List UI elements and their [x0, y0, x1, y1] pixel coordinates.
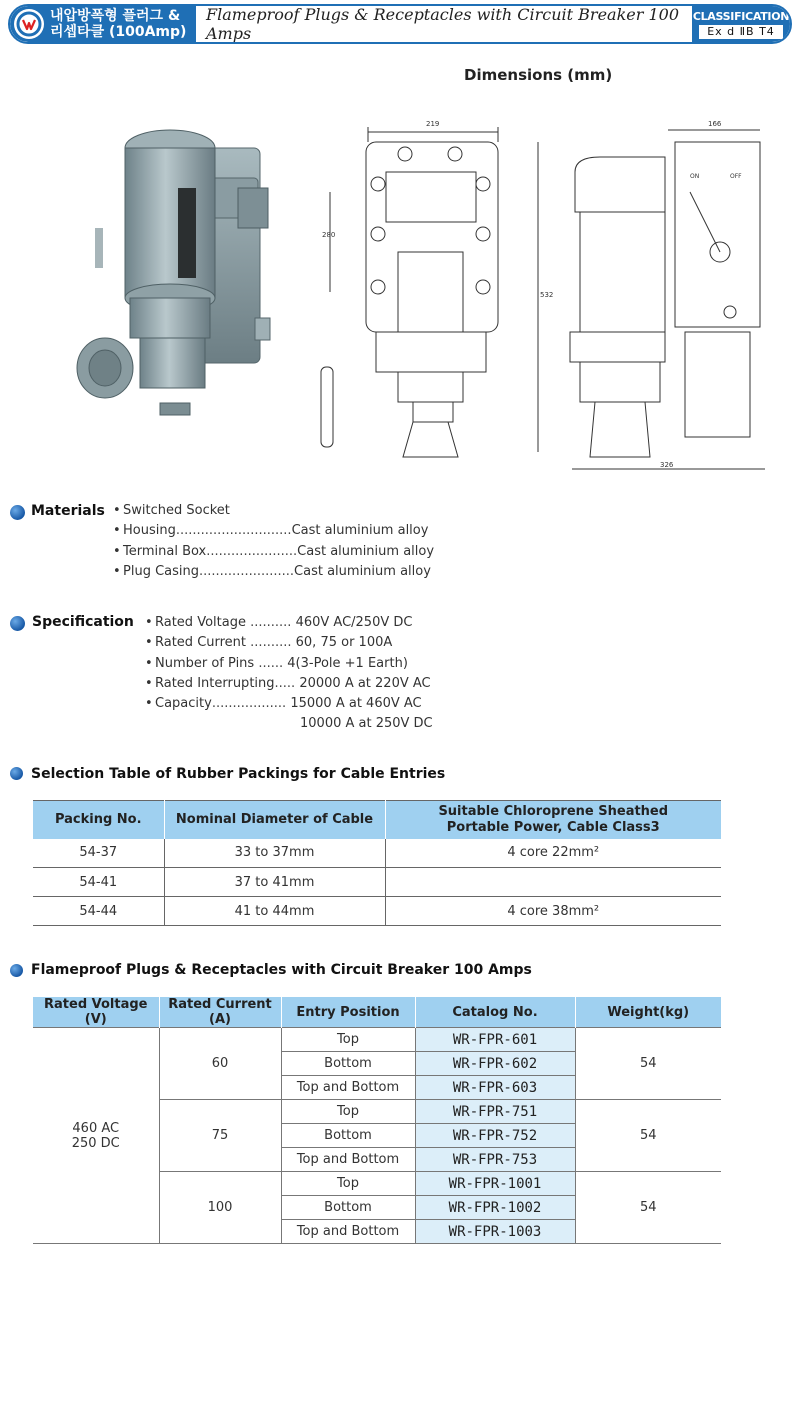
materials-item: • Plug Casing ....................... Cast aluminium alloy — [113, 562, 434, 582]
catalog-no-cell: WR-FPR-1002 — [415, 1196, 575, 1220]
catalog-no-cell: WR-FPR-602 — [415, 1052, 575, 1076]
packing-no-cell: 54-41 — [33, 868, 164, 897]
front-view-drawing — [318, 112, 553, 472]
packing-bullet-icon — [10, 767, 23, 780]
entry-cell: Top and Bottom — [281, 1148, 415, 1172]
leader-dots: ....................... — [199, 563, 295, 579]
materials-title: Materials — [31, 503, 105, 519]
cable-header-line1: Suitable Chloroprene Sheathed — [438, 803, 669, 819]
dim-front-mount-height: 280 — [322, 231, 336, 239]
catalog-no-cell: WR-FPR-753 — [415, 1148, 575, 1172]
catalog-bullet-icon — [10, 964, 23, 977]
weight-cell: 54 — [575, 1172, 721, 1244]
specification-list — [145, 613, 433, 735]
spec-item-label: Rated Current — [155, 635, 247, 651]
dimensions-title: Dimensions (mm) — [464, 66, 613, 84]
catalog-no-cell: WR-FPR-751 — [415, 1100, 575, 1124]
materials-list — [113, 501, 434, 582]
spec-item-value: 60, 75 or 100A — [295, 635, 393, 651]
switch-on-label: ON — [690, 173, 700, 180]
materials-item-value: Cast aluminium alloy — [297, 543, 435, 559]
spec-item-value: 4(3-Pole +1 Earth) — [287, 655, 408, 671]
specification-title: Specification — [32, 614, 134, 630]
spec-item: • Rated Voltage .......... 460V AC/250V DC — [145, 613, 433, 633]
table-header-row — [33, 801, 721, 839]
diameter-cell: 33 to 37mm — [164, 839, 385, 868]
diameter-cell: 37 to 41mm — [164, 868, 385, 897]
cable-cell: 4 core 38mm² — [385, 897, 721, 926]
spec-item: • Capacity .................. 15000 A at 460V AC — [145, 694, 433, 714]
entry-cell: Top and Bottom — [281, 1076, 415, 1100]
spec-item-label: Number of Pins — [155, 655, 255, 671]
spec-item: • Rated Interrupting ..... 20000 A at 220V AC — [145, 674, 433, 694]
entry-cell: Top — [281, 1100, 415, 1124]
spec-item-value: 460V AC/250V DC — [295, 615, 413, 630]
entry-cell: Top — [281, 1028, 415, 1052]
catalog-no-cell: WR-FPR-603 — [415, 1076, 575, 1100]
korean-title-line2: 리셉타클 (100Amp) — [50, 24, 187, 40]
entry-cell: Top — [281, 1172, 415, 1196]
catalog-no-cell: WR-FPR-752 — [415, 1124, 575, 1148]
leader-dots: ..... — [274, 675, 296, 691]
current-cell: 60 — [159, 1028, 281, 1100]
entry-cell: Bottom — [281, 1124, 415, 1148]
packing-no-cell: 54-37 — [33, 839, 164, 868]
voltage-cell — [33, 1028, 159, 1244]
packing-no-cell: 54-44 — [33, 897, 164, 926]
catalog-no-cell: WR-FPR-1001 — [415, 1172, 575, 1196]
packing-table — [33, 800, 721, 926]
materials-item: • Housing ............................ Cast aluminium alloy — [113, 521, 434, 541]
spec-item: • Rated Current .......... 60, 75 or 100A — [145, 633, 433, 653]
catalog-table-title: Flameproof Plugs & Receptacles with Circuit Breaker 100 Amps — [31, 962, 532, 978]
voltage-line2: 250 DC — [71, 1135, 120, 1151]
classification-label: CLASSIFICATION — [692, 9, 790, 23]
specification-bullet-icon — [10, 616, 25, 631]
dim-front-total-height: 532 — [540, 291, 553, 299]
entry-cell: Bottom — [281, 1052, 415, 1076]
cable-cell: 4 core 22mm² — [385, 839, 721, 868]
materials-item-label: Plug Casing — [123, 563, 199, 579]
col-header-voltage: Rated Voltage (V) — [33, 997, 159, 1028]
weight-cell: 54 — [575, 1100, 721, 1172]
col-header-cable — [385, 801, 721, 839]
dim-side-width: 166 — [708, 120, 722, 128]
header-title: Flameproof Plugs & Receptacles with Circuit Breaker 100 Amps — [206, 5, 680, 43]
table-row — [33, 839, 721, 868]
catalog-table — [33, 997, 721, 1244]
materials-item: • Terminal Box ...................... Cast aluminium alloy — [113, 542, 434, 562]
spec-item-value: 15000 A at 460V AC — [290, 696, 422, 712]
materials-item-value: Cast aluminium alloy — [291, 523, 429, 539]
side-view-drawing — [560, 112, 775, 482]
leader-dots: .................. — [211, 696, 287, 712]
weight-cell: 54 — [575, 1028, 721, 1100]
dim-side-total-width: 326 — [660, 461, 674, 469]
table-row — [33, 868, 721, 897]
leader-dots: ...................... — [206, 543, 298, 559]
spec-item — [145, 714, 433, 734]
materials-bullet-icon — [10, 505, 25, 520]
header-korean-block — [10, 6, 196, 42]
materials-item: • Switched Socket — [113, 501, 434, 521]
table-row — [33, 897, 721, 926]
leader-dots: ...... — [258, 655, 284, 671]
spec-item-value: 10000 A at 250V DC — [300, 716, 433, 732]
materials-item-label: Housing — [123, 523, 176, 539]
leader-dots: .......... — [250, 615, 292, 630]
col-header-diameter: Nominal Diameter of Cable — [164, 801, 385, 839]
materials-item-label: Terminal Box — [123, 543, 207, 559]
product-photo — [70, 118, 285, 438]
entry-cell: Top and Bottom — [281, 1220, 415, 1244]
classification-box — [692, 6, 790, 42]
page-header — [8, 4, 792, 44]
spec-item-value: 20000 A at 220V AC — [299, 675, 431, 691]
materials-item-label: Switched Socket — [123, 503, 230, 518]
spec-item-label: Capacity — [155, 696, 212, 712]
korean-title-line1: 내압방폭형 플러그 & — [50, 8, 181, 24]
cable-cell — [385, 868, 721, 897]
classification-code: Ex d ⅡB T4 — [699, 25, 783, 39]
switch-off-label: OFF — [730, 173, 742, 180]
dim-front-width: 219 — [426, 120, 440, 128]
table-header-row — [33, 997, 721, 1028]
header-korean-title — [50, 8, 186, 40]
spec-item-label: Rated Interrupting — [155, 675, 275, 691]
col-header-entry: Entry Position — [281, 997, 415, 1028]
catalog-no-cell: WR-FPR-601 — [415, 1028, 575, 1052]
catalog-no-cell: WR-FPR-1003 — [415, 1220, 575, 1244]
col-header-packing-no: Packing No. — [33, 801, 164, 839]
materials-item-value: Cast aluminium alloy — [294, 563, 431, 579]
current-cell: 100 — [159, 1172, 281, 1244]
voltage-line1: 460 AC — [72, 1120, 120, 1136]
entry-cell: Bottom — [281, 1196, 415, 1220]
leader-dots: .......... — [250, 635, 292, 651]
diameter-cell: 41 to 44mm — [164, 897, 385, 926]
leader-dots: ............................ — [175, 523, 292, 539]
company-logo-icon — [14, 9, 44, 39]
col-header-catalog: Catalog No. — [415, 997, 575, 1028]
spec-item-label: Rated Voltage — [155, 615, 246, 630]
col-header-weight: Weight(kg) — [575, 997, 721, 1028]
current-cell: 75 — [159, 1100, 281, 1172]
cable-header-line2: Portable Power, Cable Class3 — [446, 819, 660, 835]
spec-item: • Number of Pins ...... 4(3-Pole +1 Earth) — [145, 654, 433, 674]
col-header-current: Rated Current (A) — [159, 997, 281, 1028]
packing-table-title: Selection Table of Rubber Packings for Cable Entries — [31, 766, 446, 782]
table-row — [33, 1028, 721, 1052]
